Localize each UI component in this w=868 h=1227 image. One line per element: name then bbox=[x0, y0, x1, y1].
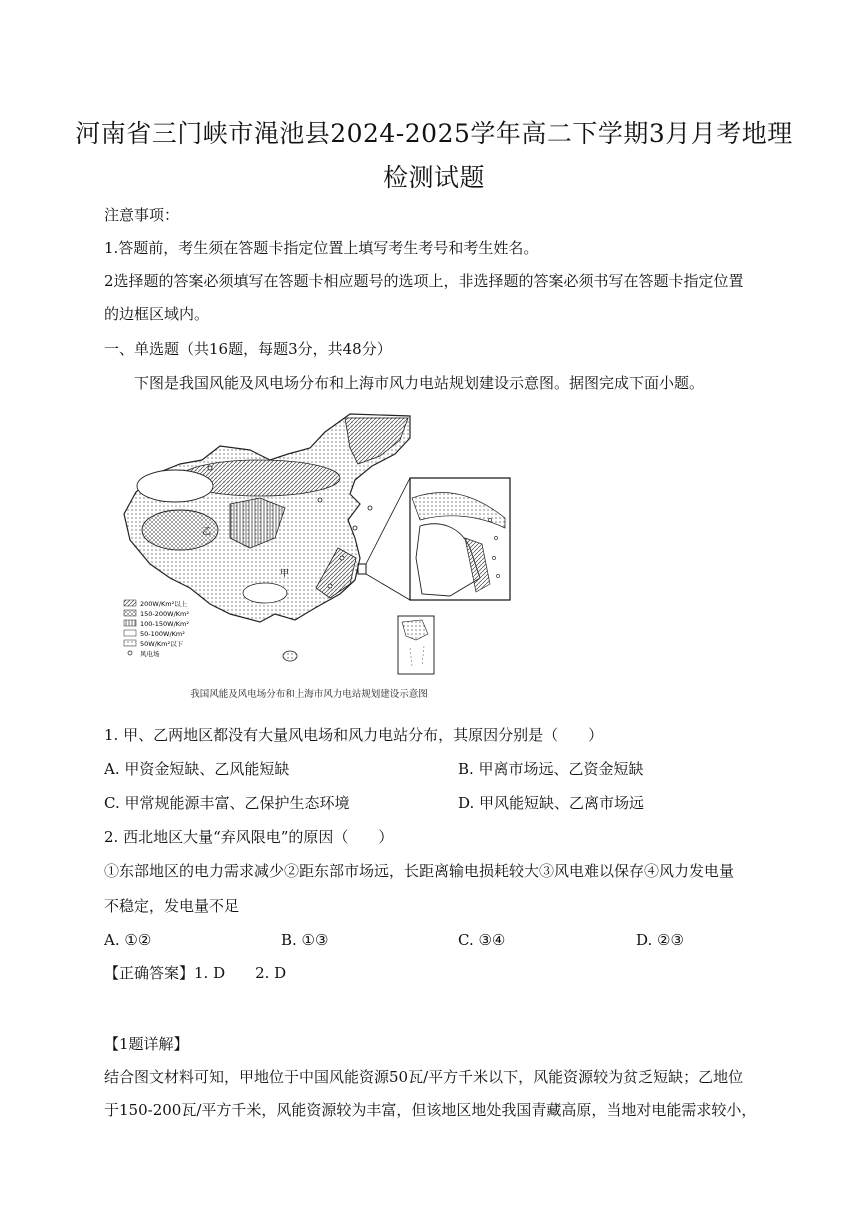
region-southwest bbox=[243, 583, 287, 603]
wind-energy-map-figure bbox=[110, 408, 520, 678]
explanation-line-1: 结合图文材料可知，甲地位于中国风能资源50瓦/平方千米以下，风能资源较为贫乏短缺；乙地位 bbox=[104, 1068, 744, 1086]
question-1-option-c: C. 甲常规能源丰富、乙保护生态环境 bbox=[104, 794, 350, 812]
correct-answer-line: 【正确答案】1. D 2. D bbox=[104, 964, 287, 982]
question-2-option-d: D. ②③ bbox=[636, 931, 684, 949]
map-legend bbox=[124, 599, 189, 658]
shanghai-inset bbox=[410, 478, 510, 600]
region-northwest bbox=[137, 470, 213, 502]
notice-item-2-line-1: 2选择题的答案必须填写在答题卡相应题号的选项上，非选择题的答案必须书写在答题卡指定位置 bbox=[104, 272, 744, 290]
legend-item-6: 风电场 bbox=[140, 650, 160, 658]
legend-item-2: 150-200W/Km² bbox=[140, 610, 189, 618]
south-china-sea-inset bbox=[398, 616, 434, 674]
legend-item-3: 100-150W/Km² bbox=[140, 620, 189, 628]
question-2-body-line-2: 不稳定，发电量不足 bbox=[104, 897, 240, 915]
question-2-option-b: B. ①③ bbox=[281, 931, 329, 949]
label-yi: 乙 bbox=[202, 527, 212, 537]
legend-item-1: 200W/Km²以上 bbox=[140, 600, 188, 608]
notice-item-1: 1.答题前，考生须在答题卡指定位置上填写考生考号和考生姓名。 bbox=[104, 239, 539, 257]
section-heading: 一、单选题（共16题，每题3分，共48分） bbox=[104, 340, 392, 358]
intro-paragraph: 下图是我国风能及风电场分布和上海市风力电站规划建设示意图。据图完成下面小题。 bbox=[134, 374, 705, 392]
question-2-option-c: C. ③④ bbox=[458, 931, 506, 949]
label-jia: 甲 bbox=[280, 569, 290, 579]
region-northeast bbox=[345, 418, 408, 464]
question-1-stem: 1. 甲、乙两地区都没有大量风电场和风力电站分布，其原因分别是（ ） bbox=[104, 726, 604, 744]
explanation-line-2: 于150-200瓦/平方千米，风能资源较为丰富，但该地区地处我国青藏高原，当地对电能需求较小， bbox=[104, 1101, 757, 1119]
document-title-line-2: 检测试题 bbox=[382, 163, 485, 192]
question-1-option-d: D. 甲风能短缺、乙离市场远 bbox=[458, 794, 645, 812]
question-1-option-a: A. 甲资金短缺、乙风能短缺 bbox=[104, 760, 290, 778]
wind-energy-map bbox=[110, 408, 520, 678]
question-2-stem: 2. 西北地区大量“弃风限电”的原因（ ） bbox=[104, 828, 394, 846]
document-title-line-1: 河南省三门峡市渑池县2024-2025学年高二下学期3月月考地理 bbox=[75, 119, 793, 148]
question-1-option-b: B. 甲离市场远、乙资金短缺 bbox=[458, 760, 644, 778]
notice-item-2-line-2: 的边框区域内。 bbox=[104, 305, 210, 323]
legend-item-4: 50-100W/Km² bbox=[140, 630, 185, 638]
question-2-body-line-1: ①东部地区的电力需求减少②距东部市场远，长距离输电损耗较大③风电难以保存④风力发电量 bbox=[104, 862, 735, 880]
figure-caption: 我国风能及风电场分布和上海市风力电站规划建设示意图 bbox=[190, 689, 428, 700]
notice-heading: 注意事项： bbox=[104, 206, 180, 224]
question-2-option-a: A. ①② bbox=[104, 931, 152, 949]
legend-item-5: 50W/Km²以下 bbox=[140, 640, 184, 648]
hainan-island bbox=[283, 651, 297, 661]
explanation-heading: 【1题详解】 bbox=[104, 1035, 189, 1053]
